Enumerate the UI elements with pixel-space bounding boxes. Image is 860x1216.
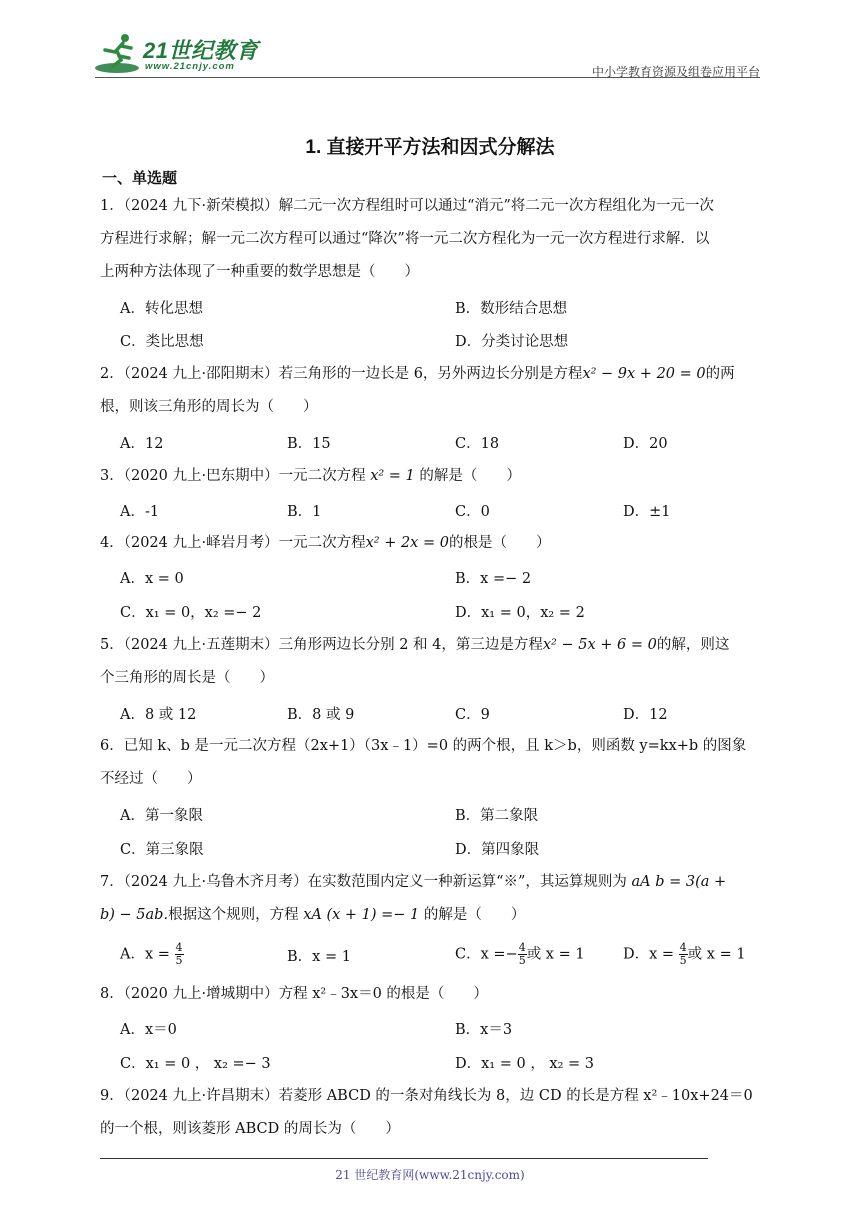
equation: x² − 5x + 6 = 0 — [542, 637, 657, 653]
question-text: 不经过（ ） — [100, 771, 202, 787]
option-b[interactable]: B．1 — [287, 504, 322, 520]
option-d[interactable]: D．x₁ = 0 ， x₂ = 3 — [455, 1056, 595, 1072]
option-label: C．x =− — [455, 946, 518, 963]
question-text: 2．（2024 九上·邵阳期末）若三角形的一边长是 6，另外两边长分别是方程 — [100, 366, 583, 382]
equation: b) − 5ab. — [100, 907, 169, 923]
logo-url: www.21cnjy.com — [145, 61, 235, 72]
logo-text: 21世纪教育 — [143, 38, 259, 63]
option-d[interactable] — [623, 942, 746, 967]
option-c[interactable]: C．18 — [455, 436, 500, 452]
question-5 — [100, 629, 765, 695]
option-tail: 或 x = 1 — [687, 946, 746, 963]
option-tail: 或 x = 1 — [526, 946, 585, 963]
option-b[interactable]: B．x＝3 — [455, 1022, 513, 1038]
question-text: 方程进行求解；解一元二次方程可以通过“降次”将一元二次方程化为一元一次方程进行求解．以 — [100, 231, 710, 247]
option-a[interactable]: A．第一象限 — [120, 808, 203, 824]
option-c[interactable]: C．类比思想 — [120, 334, 204, 350]
option-a[interactable]: A．8 或 12 — [120, 707, 197, 723]
option-d[interactable]: D．第四象限 — [455, 842, 540, 858]
runner-logo-icon — [95, 32, 141, 76]
question-text: 的两 — [705, 366, 735, 382]
option-d[interactable]: D．20 — [623, 436, 668, 452]
page-header — [95, 28, 760, 78]
footer-divider — [100, 1158, 708, 1159]
option-a[interactable]: A．转化思想 — [120, 301, 203, 317]
question-text: 的解是（ ） — [423, 907, 526, 923]
option-b[interactable]: B．数形结合思想 — [455, 301, 568, 317]
fraction — [679, 942, 688, 967]
question-text: 根据这个规则，方程 — [168, 907, 299, 923]
question-7 — [100, 866, 765, 932]
question-text: 的一个根，则该菱形 ABCD 的周长为（ ） — [100, 1121, 400, 1137]
question-3 — [100, 460, 765, 493]
question-text: 根，则该三角形的周长为（ ） — [100, 399, 318, 415]
question-text: 4．（2024 九上·峄岩月考）一元二次方程 — [100, 535, 366, 551]
page-footer[interactable]: 21 世纪教育网(www.21cnjy.com) — [335, 1168, 525, 1182]
question-text: 6．已知 k、b 是一元二次方程（2x+1）（3x﹣1）=0 的两个根，且 k＞b，则函数 y=kx+b 的图象 — [100, 738, 747, 754]
question-text: 的根是（ ） — [448, 535, 551, 551]
site-logo[interactable] — [95, 32, 265, 76]
denominator: 5 — [175, 954, 183, 967]
fraction — [518, 942, 527, 967]
question-9 — [100, 1080, 765, 1146]
option-b[interactable]: B．15 — [287, 436, 331, 452]
question-text: 7．（2024 九上·乌鲁木齐月考）在实数范围内定义一种新运算“※”，其运算规则为 — [100, 874, 627, 890]
option-c[interactable] — [455, 942, 585, 967]
option-a[interactable]: A．x = 0 — [120, 571, 184, 587]
option-d[interactable]: D．12 — [623, 707, 668, 723]
equation: x² = 1 — [370, 468, 415, 484]
fraction — [175, 942, 184, 967]
option-b[interactable]: B．x =− 2 — [455, 571, 532, 587]
section-heading: 一、单选题 — [102, 170, 178, 187]
option-a[interactable]: A．-1 — [120, 504, 160, 520]
denominator: 5 — [679, 954, 687, 967]
option-c[interactable]: C．x₁ = 0，x₂ =− 2 — [120, 605, 262, 621]
question-text: 5．（2024 九上·五莲期末）三角形两边长分别 2 和 4，第三边是方程 — [100, 637, 543, 653]
question-2 — [100, 358, 765, 424]
option-a[interactable]: A．x＝0 — [120, 1022, 177, 1038]
question-4 — [100, 527, 765, 560]
option-c[interactable]: C．x₁ = 0 ， x₂ =− 3 — [120, 1056, 271, 1072]
platform-name: 中小学教育资源及组卷应用平台 — [591, 65, 760, 79]
question-text: 上两种方法体现了一种重要的数学思想是（ ） — [100, 264, 419, 280]
question-text: 8．（2020 九上·增城期中）方程 x²﹣3x＝0 的根是（ ） — [100, 986, 488, 1002]
numerator: 4 — [679, 941, 687, 954]
question-6 — [100, 730, 765, 796]
question-text: 1．（2024 九下·新荣模拟）解二元一次方程组时可以通过“消元”将二元一次方程组化为一元一次 — [100, 198, 714, 214]
option-b[interactable]: B．第二象限 — [455, 808, 539, 824]
option-c[interactable]: C．第三象限 — [120, 842, 204, 858]
equation: aA b = 3(a + — [631, 874, 727, 890]
question-text: 9．（2024 九上·许昌期末）若菱形 ABCD 的一条对角线长为 8，边 CD 的长是方程 x²﹣10x+24＝0 — [100, 1088, 753, 1104]
option-b[interactable]: B．x = 1 — [287, 949, 351, 965]
option-d[interactable]: D．x₁ = 0，x₂ = 2 — [455, 605, 585, 621]
option-c[interactable]: C．0 — [455, 504, 490, 520]
equation: xA (x + 1) =− 1 — [303, 907, 420, 923]
option-a[interactable]: A．12 — [120, 436, 164, 452]
question-1 — [100, 190, 765, 289]
equation: x² + 2x = 0 — [365, 535, 449, 551]
option-c[interactable]: C．9 — [455, 707, 490, 723]
equation: x² − 9x + 20 = 0 — [582, 366, 706, 382]
question-text: 个三角形的周长是（ ） — [100, 670, 274, 686]
header-divider — [95, 77, 760, 78]
option-d[interactable]: D．分类讨论思想 — [455, 334, 569, 350]
question-text: 3．（2020 九上·巴东期中）一元二次方程 — [100, 468, 366, 484]
denominator: 5 — [518, 954, 526, 967]
option-d[interactable]: D．±1 — [623, 504, 671, 520]
question-text: 的解，则这 — [656, 637, 730, 653]
question-text: 的解是（ ） — [419, 468, 521, 484]
option-a[interactable] — [120, 942, 184, 967]
numerator: 4 — [175, 941, 183, 954]
question-8 — [100, 978, 765, 1011]
option-label: D．x = — [623, 946, 675, 963]
option-b[interactable]: B．8 或 9 — [287, 707, 355, 723]
option-label: A．x = — [120, 946, 170, 963]
numerator: 4 — [518, 941, 526, 954]
page-title: 1. 直接开平方法和因式分解法 — [305, 137, 555, 158]
